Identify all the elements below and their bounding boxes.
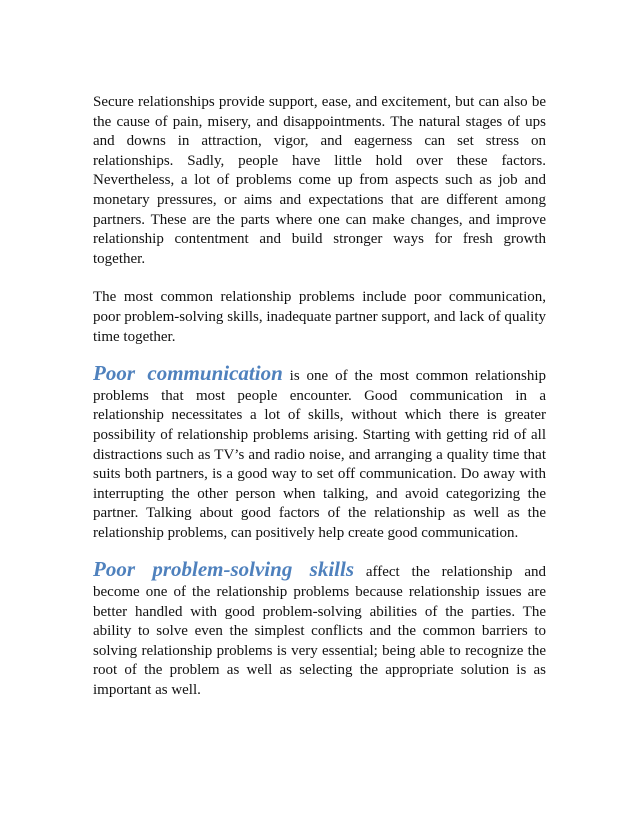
document-page (93, 93, 546, 701)
problem-solving-heading: Poor problem-solving skills (93, 557, 355, 582)
poor-communication-paragraph (93, 361, 546, 543)
poor-communication-paragraph-text: is one of the most common relationship problems that most people encounter. Good communication in a relationship necessitates a lot of skills, without which there is greater possibility of relationship problems arising. Starting with getting rid of all distractions such as TV’s and radio noise, and arranging a quality time that suits both partners, is a good way to set off communication. Do away with interrupting the other person when talking, and avoid categorizing the partner. Talking about good factors of the relationship as well as the relationship problems, can positively help create good communication. (93, 368, 546, 541)
intro-paragraph-text: Secure relationships provide support, ease, and excitement, but can also be the cause of pain, misery, and disappointments. The natural stages of ups and downs in attraction, vigor, and eagerness can set stress on relationships. Sadly, people have little hold over these factors. Nevertheless, a lot of problems come up from aspects such as job and monetary pressures, or aims and expectations that are different among partners. These are the parts where one can make changes, and improve relationship contentment and build stronger ways for fresh growth together. (93, 94, 546, 267)
problem-solving-paragraph (93, 557, 546, 700)
common-problems-paragraph (93, 288, 546, 347)
poor-communication-heading: Poor communication (93, 361, 283, 386)
common-problems-paragraph-text: The most common relationship problems include poor communication, poor problem-solving skills, inadequate partner support, and lack of quality time together. (93, 289, 546, 345)
problem-solving-paragraph-text: affect the relationship and become one of the relationship problems because relationship issues are better handled with good problem-solving abilities of the parties. The ability to solve even the simplest conflicts and the common barriers to solving relationship problems is very essential; being able to recognize the root of the problem as well as selecting the appropriate solution is as important as well. (93, 564, 546, 699)
intro-paragraph (93, 93, 546, 269)
